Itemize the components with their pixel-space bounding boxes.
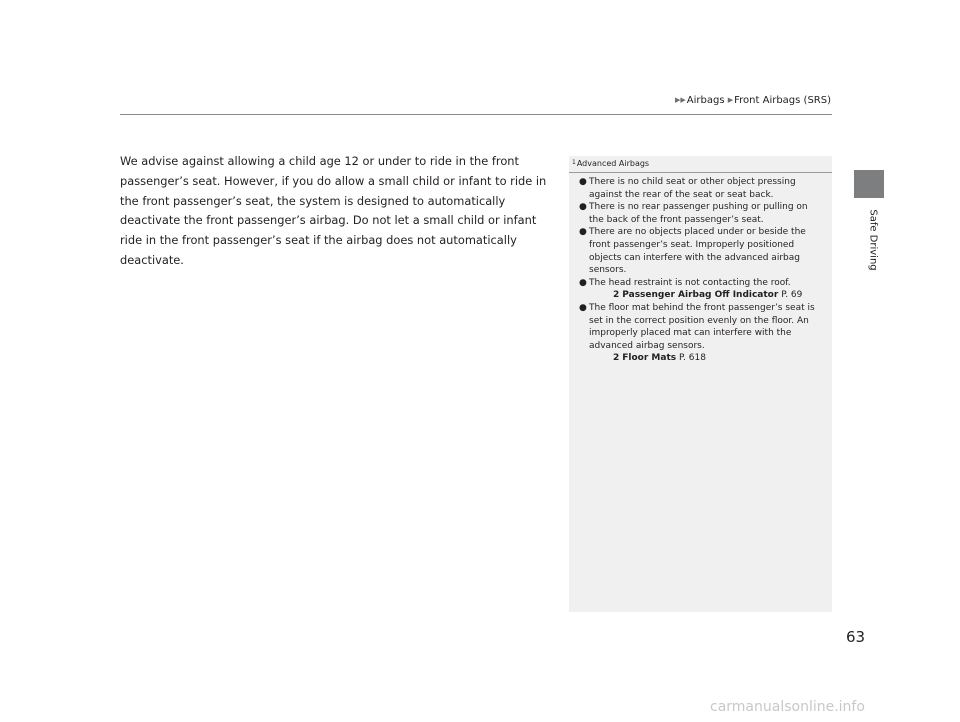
list-item [579,226,822,276]
list-item [579,277,822,302]
reference-page: P. 69 [781,290,803,301]
list-item-text: The head restraint is not contacting the roof. [589,277,791,288]
list-item-text: There is no rear passenger pushing or pulling on the back of the front passenger’s seat. [589,202,808,225]
breadcrumb-item-airbags[interactable]: Airbags [686,95,725,106]
bullet-icon: ● [579,177,587,187]
section-tab-label: Safe Driving [867,209,879,271]
sidebar-list [569,173,832,365]
breadcrumb [675,95,831,106]
sidebar-note [569,156,832,612]
bullet-icon: ● [579,277,587,288]
reference-page: P. 618 [679,353,706,364]
breadcrumb-arrow-icon: ▶▶ [675,96,686,104]
sidebar-number: 1 [572,159,576,166]
list-item [579,302,822,365]
reference-arrow-icon: 2 [613,290,620,301]
list-item-text: The floor mat behind the front passenger’s seat is set in the correct position evenly on the floor. An improperly placed mat can interfere with the advanced airbag sensors. [589,302,815,351]
reference-title: Floor Mats [622,353,677,364]
bullet-icon: ● [579,202,587,213]
bullet-icon: ● [579,227,587,238]
breadcrumb-arrow-icon: ▶ [727,96,734,104]
list-item-text: There is no child seat or other object pressing against the rear of the seat or seat back. [589,177,796,200]
cross-reference-link[interactable] [589,352,822,365]
list-item-text: There are no objects placed under or beside the front passenger’s seat. Improperly positioned objects can interfere with the advanced airbag sensors. [589,227,806,276]
page-number: 63 [846,628,866,646]
bullet-icon: ● [579,302,587,313]
list-item [579,176,822,201]
main-paragraph: We advise against allowing a child age 12 or under to ride in the front passenger’s seat. However, if you do allow a small child or infant to ride in the front passenger’s seat, the system is designed to automatically deactivate the front passenger’s airbag. Do not let a small child or infant ride in the front passenger’s seat if the airbag does not automatically deactivate. [120,154,547,267]
section-tab-marker [854,170,884,198]
breadcrumb-item-front-airbags[interactable]: Front Airbags (SRS) [734,95,831,106]
reference-arrow-icon: 2 [613,353,620,364]
reference-title: Passenger Airbag Off Indicator [622,290,779,301]
cross-reference-link[interactable] [589,289,822,302]
list-item [579,201,822,226]
sidebar-title-text: Advanced Airbags [576,159,650,168]
watermark: carmanualsonline.info [710,699,865,715]
header-divider [120,114,832,115]
sidebar-title [569,156,832,173]
